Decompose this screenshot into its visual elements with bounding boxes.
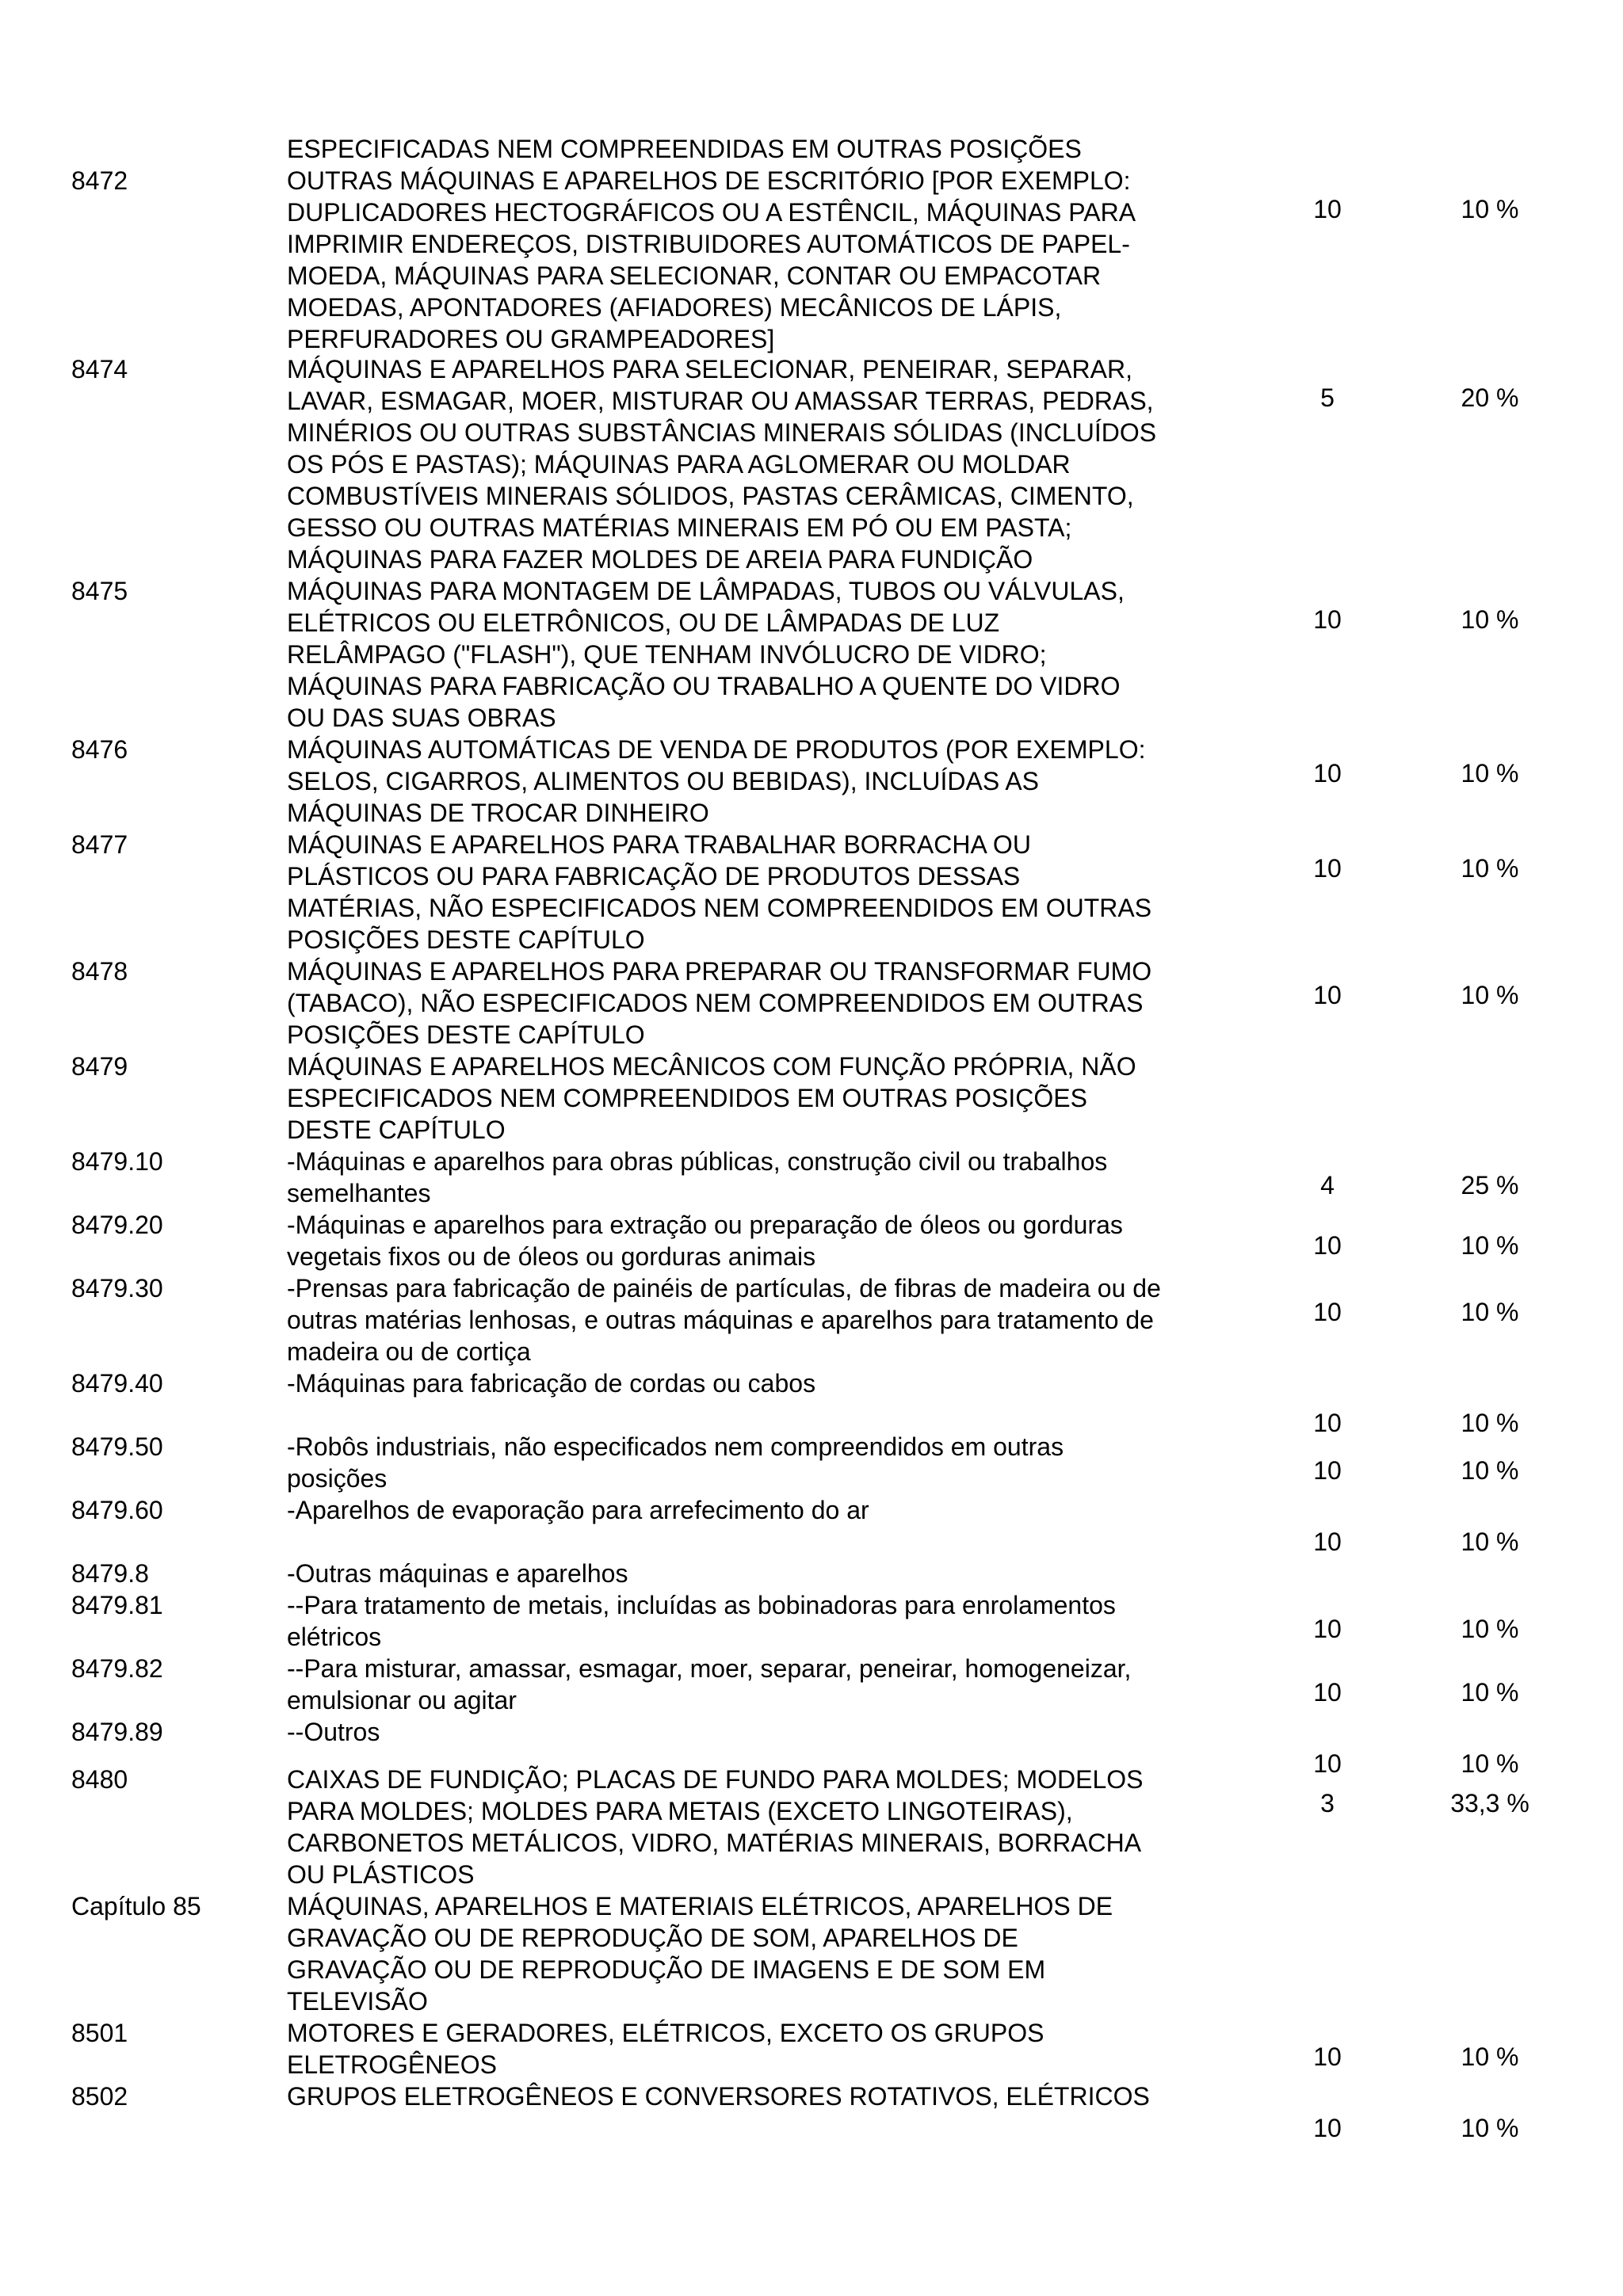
item-description — [287, 955, 1270, 1051]
description-line: posições — [287, 1464, 388, 1493]
tax-value: 10 — [1313, 1409, 1342, 1437]
tax-value: 10 — [1313, 1615, 1342, 1643]
description-line: emulsionar ou agitar — [287, 1686, 517, 1714]
ncm-code: 8479.81 — [71, 1591, 163, 1619]
description-line: PERFURADORES OU GRAMPEADORES] — [287, 325, 775, 353]
ncm-code: 8479.40 — [71, 1369, 163, 1398]
tax-value: 10 — [1313, 2042, 1342, 2071]
tax-rate: 10 % — [1461, 759, 1519, 788]
header-description — [287, 133, 1270, 165]
tax-rate: 10 % — [1461, 1678, 1519, 1707]
tax-value: 10 — [1313, 981, 1342, 1009]
ncm-code: 8480 — [71, 1765, 128, 1794]
description-line: OUTRAS MÁQUINAS E APARELHOS DE ESCRITÓRIO [POR EXEMPLO: — [287, 166, 1131, 195]
description-line: elétricos — [287, 1623, 382, 1651]
item-description — [287, 1589, 1270, 1653]
item-description — [287, 2017, 1270, 2081]
description-line: -Máquinas e aparelhos para obras públicas, construção civil ou trabalhos — [287, 1147, 1108, 1176]
description-line: -Prensas para fabricação de painéis de partículas, de fibras de madeira ou de — [287, 1274, 1161, 1302]
tax-rate: 10 % — [1461, 1298, 1519, 1326]
item-description — [287, 1051, 1270, 1146]
description-line: OS PÓS E PASTAS); MÁQUINAS PARA AGLOMERAR OU MOLDAR — [287, 450, 1071, 479]
ncm-code: 8479.89 — [71, 1718, 163, 1746]
description-line: MOEDA, MÁQUINAS PARA SELECIONAR, CONTAR OU EMPACOTAR — [287, 261, 1102, 290]
description-line: RELÂMPAGO ("FLASH"), QUE TENHAM INVÓLUCRO DE VIDRO; — [287, 640, 1047, 669]
description-line: -Aparelhos de evaporação para arrefecimento do ar — [287, 1496, 869, 1524]
description-line: DUPLICADORES HECTOGRÁFICOS OU A ESTÊNCIL, MÁQUINAS PARA — [287, 198, 1136, 227]
ncm-code: 8475 — [71, 577, 128, 605]
description-line: MÁQUINAS AUTOMÁTICAS DE VENDA DE PRODUTOS (POR EXEMPLO: — [287, 735, 1146, 764]
item-description — [287, 1558, 1270, 1589]
item-description — [287, 1272, 1270, 1367]
description-line: SELOS, CIGARROS, ALIMENTOS OU BEBIDAS), INCLUÍDAS AS — [287, 767, 1039, 795]
tax-value: 5 — [1320, 383, 1335, 412]
item-description — [287, 2081, 1270, 2112]
tax-rate: 10 % — [1461, 2114, 1519, 2142]
description-line: --Outros — [287, 1718, 380, 1746]
description-line: --Para tratamento de metais, incluídas as bobinadoras para enrolamentos — [287, 1591, 1116, 1619]
description-line: DESTE CAPÍTULO — [287, 1116, 506, 1144]
item-description — [287, 165, 1270, 355]
description-line: GRAVAÇÃO OU DE REPRODUÇÃO DE IMAGENS E DE SOM EM — [287, 1955, 1046, 1984]
description-line: LAVAR, ESMAGAR, MOER, MISTURAR OU AMASSAR TERRAS, PEDRAS, — [287, 387, 1154, 415]
item-description — [287, 1494, 1270, 1526]
tax-rate: 25 % — [1461, 1171, 1519, 1199]
tax-value: 10 — [1313, 1678, 1342, 1707]
ncm-code: 8474 — [71, 355, 128, 383]
tax-rate: 10 % — [1461, 1527, 1519, 1556]
description-line: MÁQUINAS DE TROCAR DINHEIRO — [287, 799, 709, 827]
ncm-code: 8472 — [71, 166, 128, 195]
ncm-code: 8501 — [71, 2019, 128, 2047]
item-description — [287, 1209, 1270, 1272]
ncm-code: 8479.30 — [71, 1274, 163, 1302]
description-line: -Máquinas para fabricação de cordas ou cabos — [287, 1369, 816, 1398]
description-line: GESSO OU OUTRAS MATÉRIAS MINERAIS EM PÓ OU EM PASTA; — [287, 513, 1072, 542]
description-line: -Robôs industriais, não especificados nem compreendidos em outras — [287, 1432, 1064, 1461]
tax-value: 10 — [1313, 1298, 1342, 1326]
tax-value: 10 — [1313, 605, 1342, 634]
description-line: PARA MOLDES; MOLDES PARA METAIS (EXCETO LINGOTEIRAS), — [287, 1797, 1073, 1825]
description-line: COMBUSTÍVEIS MINERAIS SÓLIDOS, PASTAS CERÂMICAS, CIMENTO, — [287, 482, 1134, 510]
description-line: MINÉRIOS OU OUTRAS SUBSTÂNCIAS MINERAIS SÓLIDAS (INCLUÍDOS — [287, 418, 1157, 447]
tax-rate: 10 % — [1461, 854, 1519, 883]
description-line: MÁQUINAS E APARELHOS PARA PREPARAR OU TRANSFORMAR FUMO — [287, 957, 1152, 986]
tax-rate: 10 % — [1461, 605, 1519, 634]
description-line: ELETROGÊNEOS — [287, 2050, 497, 2079]
tax-value: 10 — [1313, 759, 1342, 788]
description-line: (TABACO), NÃO ESPECIFICADOS NEM COMPREENDIDOS EM OUTRAS — [287, 989, 1144, 1017]
tax-rate: 10 % — [1461, 1409, 1519, 1437]
item-description — [287, 1431, 1270, 1494]
description-line: MÁQUINAS E APARELHOS PARA SELECIONAR, PENEIRAR, SEPARAR, — [287, 355, 1132, 383]
ncm-code: 8477 — [71, 830, 128, 859]
description-line: TELEVISÃO — [287, 1987, 428, 2016]
tax-rate: 10 % — [1461, 1231, 1519, 1260]
description-line: MATÉRIAS, NÃO ESPECIFICADOS NEM COMPREENDIDOS EM OUTRAS — [287, 894, 1152, 922]
tax-value: 3 — [1320, 1789, 1335, 1817]
description-line: madeira ou de cortiça — [287, 1337, 531, 1366]
tax-value: 10 — [1313, 1527, 1342, 1556]
description-line: OU PLÁSTICOS — [287, 1860, 475, 1889]
description-line: MÁQUINAS E APARELHOS PARA TRABALHAR BORRACHA OU — [287, 830, 1031, 859]
tax-value: 10 — [1313, 1749, 1342, 1778]
tax-value: 10 — [1313, 195, 1342, 223]
item-description — [287, 1367, 1270, 1399]
ncm-code: 8479.60 — [71, 1496, 163, 1524]
ncm-code: 8478 — [71, 957, 128, 986]
description-line: semelhantes — [287, 1179, 431, 1207]
description-line: PLÁSTICOS OU PARA FABRICAÇÃO DE PRODUTOS DESSAS — [287, 862, 1021, 891]
description-line: ELÉTRICOS OU ELETRÔNICOS, OU DE LÂMPADAS DE LUZ — [287, 608, 1000, 637]
tax-value: 10 — [1313, 2114, 1342, 2142]
item-description — [287, 353, 1270, 575]
description-line: OU DAS SUAS OBRAS — [287, 704, 556, 732]
ncm-code: 8502 — [71, 2082, 128, 2111]
tax-rate: 10 % — [1461, 195, 1519, 223]
tax-rate: 10 % — [1461, 1615, 1519, 1643]
description-line: -Outras máquinas e aparelhos — [287, 1559, 628, 1588]
description-line: GRUPOS ELETROGÊNEOS E CONVERSORES ROTATIVOS, ELÉTRICOS — [287, 2082, 1150, 2111]
tax-value: 10 — [1313, 854, 1342, 883]
item-description — [287, 1890, 1270, 2017]
description-line: outras matérias lenhosas, e outras máquinas e aparelhos para tratamento de — [287, 1306, 1154, 1334]
description-line: GRAVAÇÃO OU DE REPRODUÇÃO DE SOM, APARELHOS DE — [287, 1924, 1018, 1952]
ncm-code: 8479 — [71, 1052, 128, 1081]
item-description — [287, 1764, 1270, 1890]
tax-value: 10 — [1313, 1231, 1342, 1260]
tax-value: 10 — [1313, 1456, 1342, 1485]
description-line: MÁQUINAS E APARELHOS MECÂNICOS COM FUNÇÃO PRÓPRIA, NÃO — [287, 1052, 1136, 1081]
item-description — [287, 1716, 1270, 1748]
description-line: MÁQUINAS PARA FAZER MOLDES DE AREIA PARA FUNDIÇÃO — [287, 545, 1033, 574]
description-line: CAIXAS DE FUNDIÇÃO; PLACAS DE FUNDO PARA MOLDES; MODELOS — [287, 1765, 1144, 1794]
description-line: vegetais fixos ou de óleos ou gorduras animais — [287, 1242, 816, 1271]
description-line: MÁQUINAS PARA MONTAGEM DE LÂMPADAS, TUBOS OU VÁLVULAS, — [287, 577, 1125, 605]
ncm-code: 8476 — [71, 735, 128, 764]
ncm-code: Capítulo 85 — [71, 1892, 201, 1920]
description-line: POSIÇÕES DESTE CAPÍTULO — [287, 1020, 645, 1049]
ncm-code: 8479.82 — [71, 1654, 163, 1683]
description-line: MOEDAS, APONTADORES (AFIADORES) MECÂNICOS DE LÁPIS, — [287, 293, 1062, 322]
item-description — [287, 1146, 1270, 1209]
tax-rate: 10 % — [1461, 981, 1519, 1009]
tax-rate: 10 % — [1461, 1749, 1519, 1778]
item-description — [287, 1653, 1270, 1716]
tax-rate: 10 % — [1461, 1456, 1519, 1485]
ncm-code: 8479.8 — [71, 1559, 149, 1588]
ncm-code: 8479.10 — [71, 1147, 163, 1176]
item-description — [287, 734, 1270, 829]
description-line: CARBONETOS METÁLICOS, VIDRO, MATÉRIAS MINERAIS, BORRACHA — [287, 1829, 1142, 1857]
description-line: POSIÇÕES DESTE CAPÍTULO — [287, 925, 645, 954]
tax-rate: 33,3 % — [1450, 1789, 1529, 1817]
description-line: -Máquinas e aparelhos para extração ou preparação de óleos ou gorduras — [287, 1211, 1123, 1239]
tax-rate: 10 % — [1461, 2042, 1519, 2071]
item-description — [287, 575, 1270, 734]
description-line: ESPECIFICADOS NEM COMPREENDIDOS EM OUTRAS POSIÇÕES — [287, 1084, 1087, 1112]
description-line: MÁQUINAS, APARELHOS E MATERIAIS ELÉTRICOS, APARELHOS DE — [287, 1892, 1113, 1920]
tax-rate: 20 % — [1461, 383, 1519, 412]
tax-value: 4 — [1320, 1171, 1335, 1199]
description-line: MOTORES E GERADORES, ELÉTRICOS, EXCETO OS GRUPOS — [287, 2019, 1044, 2047]
ncm-code: 8479.20 — [71, 1211, 163, 1239]
description-line: ESPECIFICADAS NEM COMPREENDIDAS EM OUTRAS POSIÇÕES — [287, 135, 1082, 163]
item-description — [287, 829, 1270, 955]
description-line: MÁQUINAS PARA FABRICAÇÃO OU TRABALHO A QUENTE DO VIDRO — [287, 672, 1121, 700]
ncm-code: 8479.50 — [71, 1432, 163, 1461]
description-line: --Para misturar, amassar, esmagar, moer, separar, peneirar, homogeneizar, — [287, 1654, 1132, 1683]
description-line: IMPRIMIR ENDEREÇOS, DISTRIBUIDORES AUTOMÁTICOS DE PAPEL- — [287, 230, 1130, 258]
